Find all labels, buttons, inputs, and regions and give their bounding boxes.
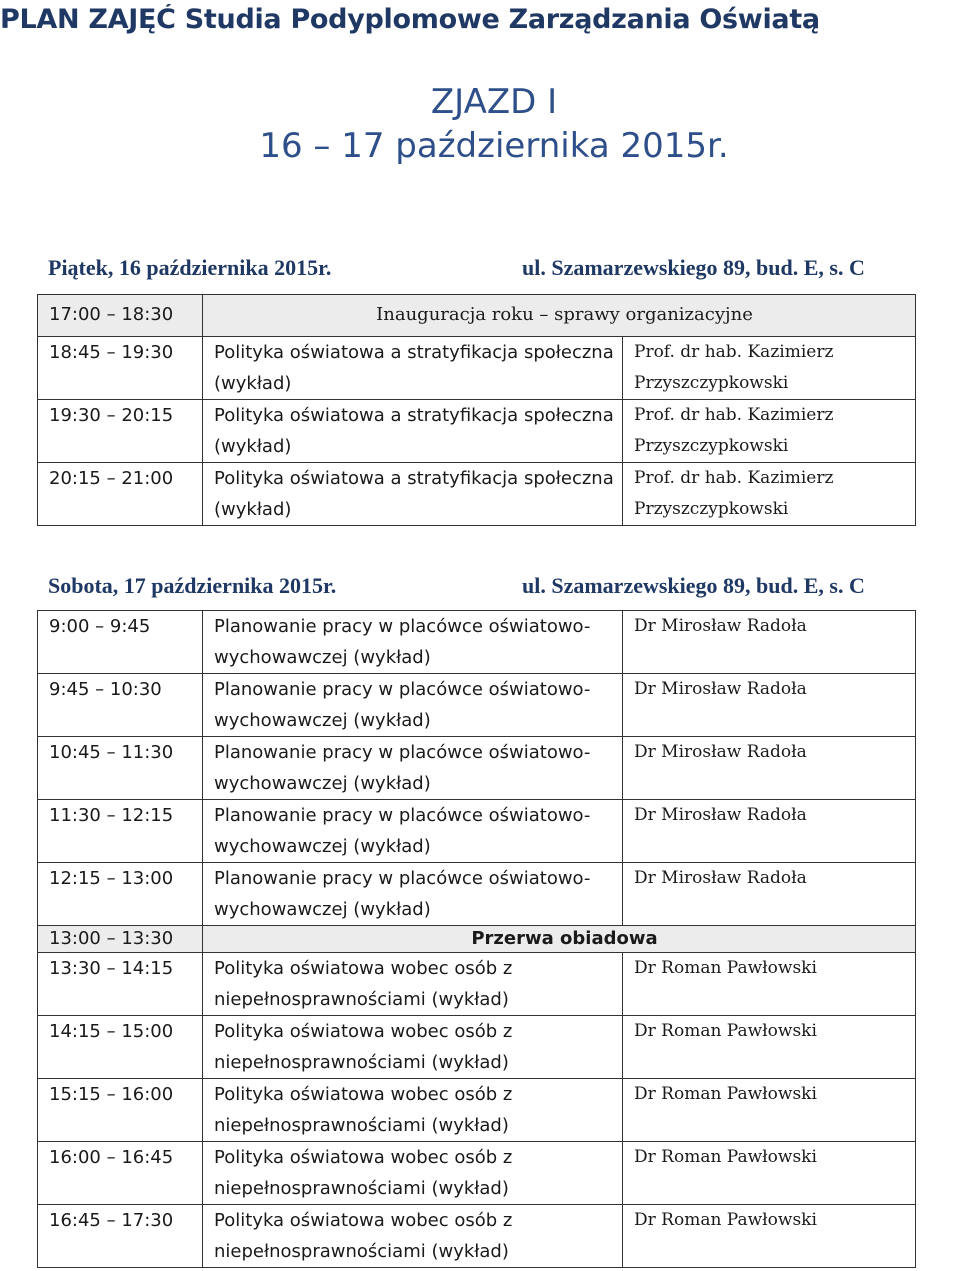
teacher-cell: Prof. dr hab. Kazimierz Przyszczypkowski: [623, 400, 916, 463]
table-row: [38, 337, 916, 400]
subject-cell: Inauguracja roku – sprawy organizacyjne: [203, 295, 916, 337]
table-row: [38, 400, 916, 463]
time-cell: 20:15 – 21:00: [38, 463, 203, 526]
table-row: [38, 1205, 916, 1268]
time-cell: 13:30 – 14:15: [38, 953, 203, 1016]
subject-cell: Planowanie pracy w placówce oświatowo-wychowawczej (wykład): [203, 611, 623, 674]
friday-schedule-table: [37, 294, 916, 526]
time-cell: 16:00 – 16:45: [38, 1142, 203, 1205]
time-cell: 17:00 – 18:30: [38, 295, 203, 337]
time-cell: 9:00 – 9:45: [38, 611, 203, 674]
teacher-cell: Dr Roman Pawłowski: [623, 1079, 916, 1142]
saturday-location: ul. Szamarzewskiego 89, bud. E, s. C: [522, 573, 865, 598]
time-cell: 16:45 – 17:30: [38, 1205, 203, 1268]
table-row: [38, 926, 916, 953]
subject-cell: Planowanie pracy w placówce oświatowo-wychowawczej (wykład): [203, 800, 623, 863]
subject-cell: Polityka oświatowa wobec osób z niepełnosprawnościami (wykład): [203, 1142, 623, 1205]
teacher-cell: Dr Mirosław Radoła: [623, 674, 916, 737]
teacher-cell: Dr Roman Pawłowski: [623, 1142, 916, 1205]
time-cell: 12:15 – 13:00: [38, 863, 203, 926]
page-title: PLAN ZAJĘĆ Studia Podyplomowe Zarządzania Oświatą: [0, 4, 820, 35]
time-cell: 13:00 – 13:30: [38, 926, 203, 953]
table-row: [38, 800, 916, 863]
saturday-day-label: Sobota, 17 października 2015r.: [48, 573, 337, 598]
subject-cell: Polityka oświatowa a stratyfikacja społeczna (wykład): [203, 463, 623, 526]
saturday-header: [48, 573, 928, 603]
time-cell: 10:45 – 11:30: [38, 737, 203, 800]
teacher-cell: Dr Roman Pawłowski: [623, 953, 916, 1016]
teacher-cell: Dr Roman Pawłowski: [623, 1016, 916, 1079]
subject-cell: Polityka oświatowa wobec osób z niepełnosprawnościami (wykład): [203, 953, 623, 1016]
friday-day-label: Piątek, 16 października 2015r.: [48, 255, 332, 280]
teacher-cell: Dr Mirosław Radoła: [623, 611, 916, 674]
teacher-cell: Dr Mirosław Radoła: [623, 737, 916, 800]
table-row: [38, 1142, 916, 1205]
teacher-cell: Dr Mirosław Radoła: [623, 863, 916, 926]
time-cell: 15:15 – 16:00: [38, 1079, 203, 1142]
table-row: [38, 953, 916, 1016]
table-row: [38, 611, 916, 674]
teacher-cell: Prof. dr hab. Kazimierz Przyszczypkowski: [623, 463, 916, 526]
time-cell: 19:30 – 20:15: [38, 400, 203, 463]
table-row: [38, 737, 916, 800]
teacher-cell: Dr Roman Pawłowski: [623, 1205, 916, 1268]
time-cell: 9:45 – 10:30: [38, 674, 203, 737]
zjazd-heading: ZJAZD I: [430, 82, 558, 122]
subject-cell: Planowanie pracy w placówce oświatowo-wychowawczej (wykład): [203, 737, 623, 800]
table-row: [38, 1079, 916, 1142]
teacher-cell: Prof. dr hab. Kazimierz Przyszczypkowski: [623, 337, 916, 400]
table-row: [38, 295, 916, 337]
table-row: [38, 1016, 916, 1079]
subject-cell: Polityka oświatowa a stratyfikacja społeczna (wykład): [203, 337, 623, 400]
zjazd-dates: 16 – 17 października 2015r.: [259, 126, 729, 166]
subject-cell: Planowanie pracy w placówce oświatowo-wychowawczej (wykład): [203, 674, 623, 737]
break-cell: Przerwa obiadowa: [203, 926, 916, 953]
subject-cell: Polityka oświatowa wobec osób z niepełnosprawnościami (wykład): [203, 1016, 623, 1079]
subject-cell: Polityka oświatowa a stratyfikacja społeczna (wykład): [203, 400, 623, 463]
teacher-cell: Dr Mirosław Radoła: [623, 800, 916, 863]
subject-cell: Planowanie pracy w placówce oświatowo-wychowawczej (wykład): [203, 863, 623, 926]
saturday-schedule-table: [37, 610, 916, 1268]
table-row: [38, 674, 916, 737]
time-cell: 11:30 – 12:15: [38, 800, 203, 863]
friday-location: ul. Szamarzewskiego 89, bud. E, s. C: [522, 255, 865, 280]
time-cell: 18:45 – 19:30: [38, 337, 203, 400]
friday-header: [48, 255, 928, 285]
time-cell: 14:15 – 15:00: [38, 1016, 203, 1079]
subject-cell: Polityka oświatowa wobec osób z niepełnosprawnościami (wykład): [203, 1079, 623, 1142]
subject-cell: Polityka oświatowa wobec osób z niepełnosprawnościami (wykład): [203, 1205, 623, 1268]
table-row: [38, 463, 916, 526]
table-row: [38, 863, 916, 926]
